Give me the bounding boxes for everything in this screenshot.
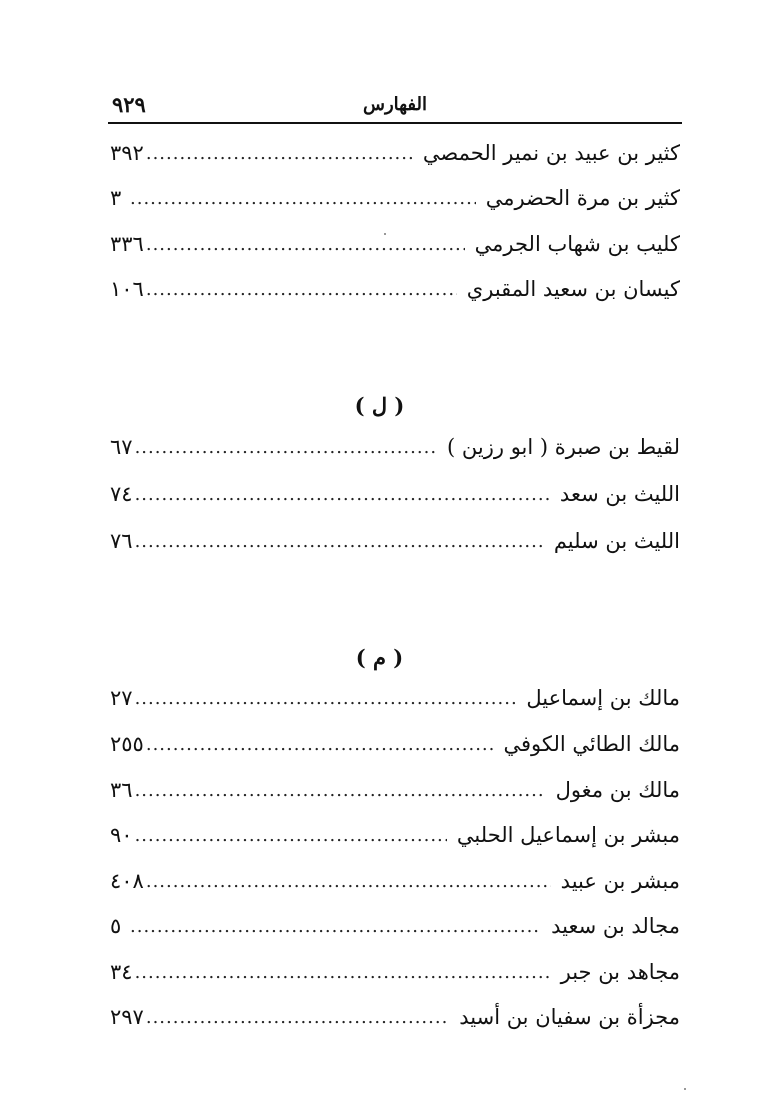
- index-entry: [110, 521, 680, 561]
- index-entry: [110, 224, 680, 264]
- scan-speck: [384, 233, 386, 235]
- entry-page-number: ٢٧: [110, 686, 133, 710]
- leader-dots: [146, 1007, 449, 1028]
- leader-dots: [146, 871, 551, 892]
- entry-page-number: ٧٦: [110, 529, 133, 553]
- leader-dots: [135, 484, 550, 505]
- leader-dots: [135, 688, 517, 709]
- entry-page-number: ٦٧: [110, 435, 133, 459]
- entry-name: مجالد بن سعيد: [551, 914, 680, 938]
- leader-dots: [135, 437, 437, 458]
- index-entry: [110, 269, 680, 309]
- entry-page-number: ٢٩٧: [110, 1005, 144, 1029]
- index-entry: [110, 724, 680, 764]
- entry-page-number: ١٠٦: [110, 277, 144, 301]
- section-heading: ( ل ): [354, 393, 405, 418]
- index-entry: [110, 133, 680, 173]
- leader-dots: [135, 531, 544, 552]
- leader-dots: [130, 916, 541, 937]
- entry-name: كثير بن مرة الحضرمي: [485, 186, 680, 210]
- scan-speck: [684, 1088, 686, 1090]
- entry-name: مالك بن مغول: [555, 778, 680, 802]
- entry-name: مالك الطائي الكوفي: [503, 732, 680, 756]
- index-entry: [110, 474, 680, 514]
- index-entry: [110, 861, 680, 901]
- entry-name: الليث بن سعد: [559, 482, 680, 506]
- leader-dots: [130, 188, 476, 209]
- entry-page-number: ٣٩٢: [110, 141, 144, 165]
- page-header: [108, 92, 682, 124]
- leader-dots: [135, 780, 546, 801]
- entry-page-number: ٧٤: [110, 482, 133, 506]
- entry-name: كثير بن عبيد بن نمير الحمصي: [422, 141, 680, 165]
- entry-page-number: ٣٤: [110, 960, 133, 984]
- page-number: ٩٢٩: [112, 92, 146, 117]
- entry-page-number: ٢٥٥: [110, 732, 144, 756]
- index-entry: [110, 678, 680, 718]
- index-entry: [110, 427, 680, 467]
- entry-name: مبشر بن عبيد: [560, 869, 680, 893]
- leader-dots: [135, 825, 447, 846]
- entry-name: كيسان بن سعيد المقبري: [466, 277, 680, 301]
- leader-dots: [146, 734, 494, 755]
- entry-name: كليب بن شهاب الجرمي: [474, 232, 680, 256]
- entry-name: مالك بن إسماعيل: [526, 686, 680, 710]
- leader-dots: [146, 279, 457, 300]
- page-title: الفهارس: [362, 94, 428, 115]
- entry-name: لقيط بن صبرة ( ابو رزين ): [447, 435, 680, 459]
- entry-name: مجزأة بن سفيان بن أسيد: [459, 1005, 680, 1029]
- leader-dots: [135, 962, 551, 983]
- leader-dots: [146, 143, 413, 164]
- entry-page-number: ٣٦: [110, 778, 133, 802]
- index-entry: [110, 906, 680, 946]
- index-entry: [110, 997, 680, 1037]
- index-entry: [110, 178, 680, 218]
- entry-page-number: ٣: [110, 186, 122, 210]
- entry-page-number: ٤٠٨: [110, 869, 144, 893]
- leader-dots: [146, 234, 465, 255]
- index-entry: [110, 770, 680, 810]
- entry-name: الليث بن سليم: [553, 529, 680, 553]
- entry-page-number: ٣٣٦: [110, 232, 144, 256]
- entry-name: مجاهد بن جبر: [560, 960, 680, 984]
- index-entry: [110, 952, 680, 992]
- entry-page-number: ٥: [110, 914, 122, 938]
- section-heading: ( م ): [355, 645, 404, 670]
- entry-page-number: ٩٠: [110, 823, 133, 847]
- index-entry: [110, 815, 680, 855]
- entry-name: مبشر بن إسماعيل الحلبي: [456, 823, 680, 847]
